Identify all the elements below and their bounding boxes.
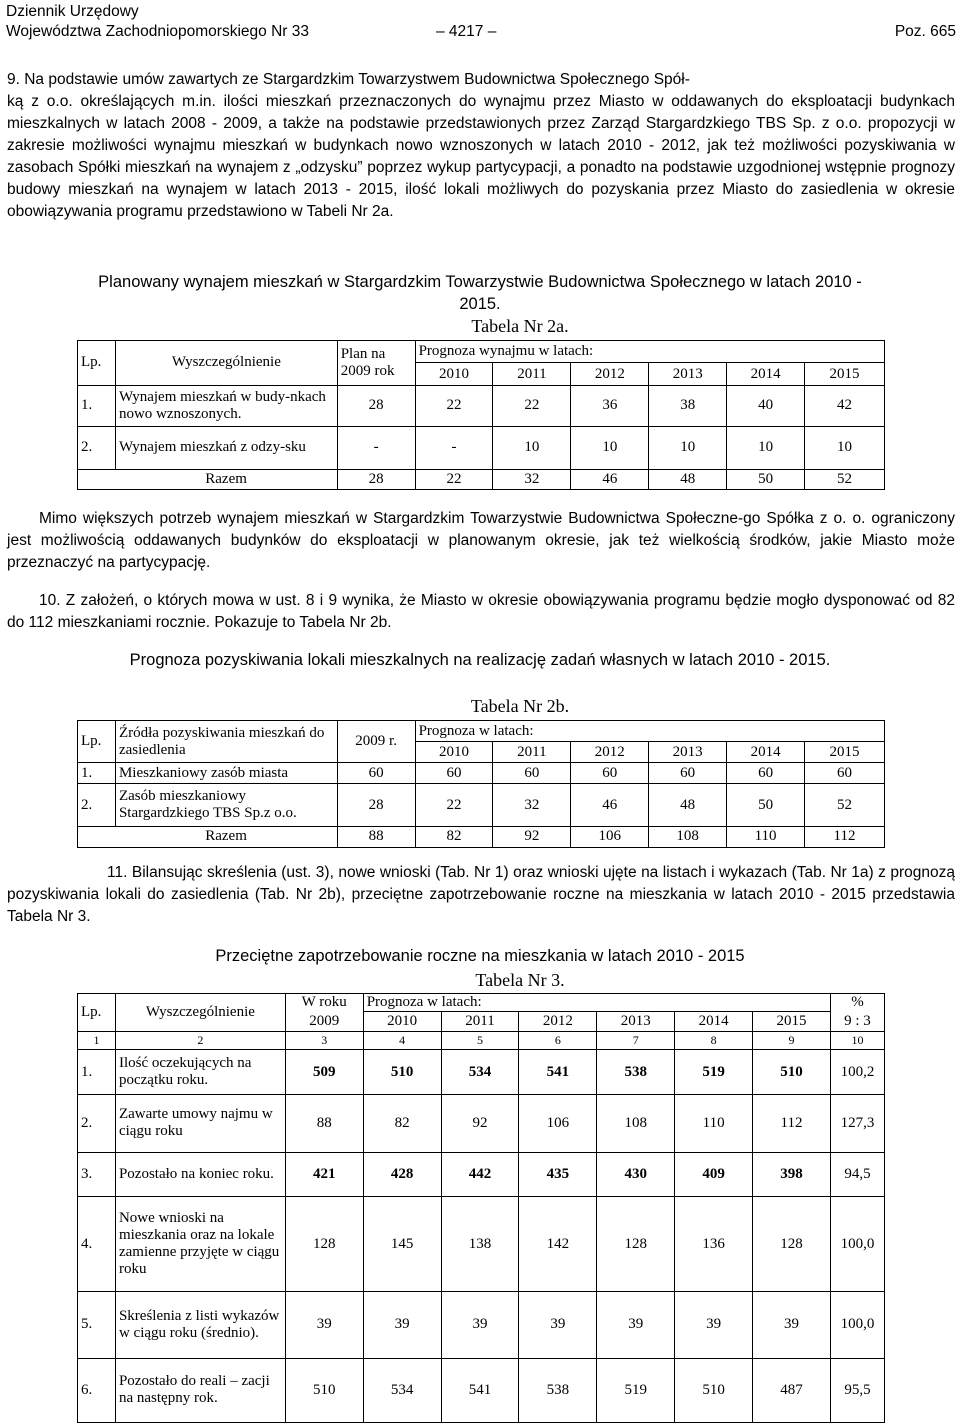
cell-value: 39	[363, 1292, 441, 1358]
cell-value: 60	[727, 763, 805, 784]
row-name: Nowe wnioski na mieszkania oraz na lokale zamienne przyjęte w ciągu roku	[115, 1197, 285, 1292]
row-name: Wynajem mieszkań z odzy-sku	[115, 426, 337, 469]
cell-value: 538	[597, 1050, 675, 1094]
row-name: Wynajem mieszkań w budy-nkach nowo wznoszonych.	[115, 385, 337, 426]
total-label: Razem	[115, 826, 337, 847]
cell-value: 541	[441, 1358, 519, 1423]
cell-value: 10	[571, 426, 649, 469]
cell-value: 39	[753, 1292, 831, 1358]
header-forecast: Prognoza w latach:	[363, 994, 830, 1012]
total-plan: 28	[337, 469, 415, 489]
total-2009: 88	[337, 826, 415, 847]
cell-value: 428	[363, 1153, 441, 1197]
cell-value: 108	[597, 1094, 675, 1152]
cell-value: 60	[415, 763, 493, 784]
table-row	[78, 763, 885, 784]
cell-percent: 127,3	[830, 1094, 884, 1152]
year-header: 2011	[441, 1012, 519, 1032]
page-number: – 4217 –	[436, 23, 497, 40]
total-value: 92	[493, 826, 571, 847]
cell-percent: 94,5	[830, 1153, 884, 1197]
table-row	[78, 385, 885, 426]
row-name: Zawarte umowy najmu w ciągu roku	[115, 1094, 285, 1152]
row-name: Ilość oczekujących na początku roku.	[115, 1050, 285, 1094]
total-value: 106	[571, 826, 649, 847]
row-name: Pozostało do reali – zacji na następny rok.	[115, 1358, 285, 1423]
row-lp: 1.	[78, 1050, 116, 1094]
table-total-row	[78, 826, 885, 847]
cell-value: 142	[519, 1197, 597, 1292]
cell-value: 541	[519, 1050, 597, 1094]
total-value: 46	[571, 469, 649, 489]
year-header: 2013	[649, 742, 727, 763]
year-header: 2014	[675, 1012, 753, 1032]
cell-value: 38	[649, 385, 727, 426]
table-row	[78, 1094, 885, 1152]
table-row	[78, 426, 885, 469]
cell-value: 106	[519, 1094, 597, 1152]
header-specification: Wyszczególnienie	[115, 341, 337, 386]
total-value: 22	[415, 469, 493, 489]
year-header: 2010	[363, 1012, 441, 1032]
position-number: Poz. 665	[894, 23, 956, 40]
year-header: 2010	[415, 363, 493, 385]
table-row	[78, 1358, 885, 1423]
header-lp: Lp.	[78, 341, 116, 386]
paragraph-9-body: ką z o.o. określających m.in. ilości mieszkań przeznaczonych do wynajmu przez Miasto w oddawanych do eksploatacji budynkach mieszkalnych w latach 2008 - 2009, a także na podstawie przedstawionych przez Zarząd Stargardzkiego TBS Sp. z o.o. propozycji w zakresie możliwości wynajmu mieszkań w budynkach nowo wznoszonych w latach 2010 - 2012, jak też możliwości pozyskiwania w zasobach Spółki mieszkań na wynajem z „odzysku” poprzez wykup partycypacji, a ponadto na podstawie uzgodnionej wstępnie prognozy budowy mieszkań na wynajem w latach 2013 - 2015, ilość lokali możliwych do pozyskania przez Miasto do zasiedlenia w okresie obowiązywania programu przedstawiono w Tabeli Nr 2a.	[7, 93, 955, 220]
cell-value: 487	[753, 1358, 831, 1423]
row-name: Zasób mieszkaniowy Stargardzkiego TBS Sp.z o.o.	[115, 784, 337, 826]
total-value: 112	[805, 826, 885, 847]
cell-percent: 100,0	[830, 1197, 884, 1292]
cell-value: 88	[285, 1094, 363, 1152]
table-row	[78, 1197, 885, 1292]
table-3	[77, 993, 885, 1423]
row-lp: 6.	[78, 1358, 116, 1423]
cell-value: 39	[597, 1292, 675, 1358]
cell-value: -	[415, 426, 493, 469]
cell-value: 60	[805, 763, 885, 784]
year-header: 2012	[519, 1012, 597, 1032]
header-specification: Wyszczególnienie	[115, 994, 285, 1032]
cell-percent: 100,0	[830, 1292, 884, 1358]
cell-value: 48	[649, 784, 727, 826]
year-header: 2013	[597, 1012, 675, 1032]
cell-value: 510	[675, 1358, 753, 1423]
cell-value: 128	[753, 1197, 831, 1292]
cell-value: 40	[727, 385, 805, 426]
row-lp: 3.	[78, 1153, 116, 1197]
cell-2009: 60	[337, 763, 415, 784]
header-forecast: Prognoza wynajmu w latach:	[415, 341, 884, 363]
journal-name: Dziennik Urzędowy	[6, 3, 139, 20]
cell-value: 519	[597, 1358, 675, 1423]
year-header: 2013	[649, 363, 727, 385]
year-header: 2012	[571, 742, 649, 763]
total-value: 108	[649, 826, 727, 847]
year-header: 2015	[753, 1012, 831, 1032]
cell-value: 128	[285, 1197, 363, 1292]
total-value: 48	[649, 469, 727, 489]
row-lp: 2.	[78, 784, 116, 826]
cell-value: 510	[285, 1358, 363, 1423]
cell-value: 60	[493, 763, 571, 784]
column-number: 5	[441, 1032, 519, 1050]
cell-value: 138	[441, 1197, 519, 1292]
header-ratio: 9 : 3	[830, 1012, 884, 1032]
cell-value: 510	[363, 1050, 441, 1094]
table-2b-title: Tabela Nr 2b.	[470, 696, 570, 716]
cell-value: 46	[571, 784, 649, 826]
paragraph-mimo: Mimo większych potrzeb wynajem mieszkań w Stargardzkim Towarzystwie Budownictwa Społeczne-go Spółka z o. o. ograniczony jest możliwością oddawanych budynków do eksploatacji w planowanym okresie, jak też wielkością środków, jakie Miasto może przeznaczyć na partycypację.	[7, 510, 955, 571]
cell-value: 36	[571, 385, 649, 426]
year-header: 2014	[727, 363, 805, 385]
year-header: 2012	[571, 363, 649, 385]
cell-value: 398	[753, 1153, 831, 1197]
cell-value: 10	[493, 426, 571, 469]
column-number: 3	[285, 1032, 363, 1050]
row-name: Skreślenia z listi wykazów w ciągu roku (średnio).	[115, 1292, 285, 1358]
total-value: 52	[805, 469, 885, 489]
year-header: 2010	[415, 742, 493, 763]
cell-value: 510	[753, 1050, 831, 1094]
cell-value: 534	[441, 1050, 519, 1094]
caption-table-3: Przeciętne zapotrzebowanie roczne na mieszkania w latach 2010 - 2015	[215, 947, 745, 965]
cell-value: 538	[519, 1358, 597, 1423]
cell-value: 32	[493, 784, 571, 826]
table-row	[78, 1292, 885, 1358]
column-number: 8	[675, 1032, 753, 1050]
cell-value: 509	[285, 1050, 363, 1094]
header-forecast: Prognoza w latach:	[415, 721, 884, 742]
header-percent: %	[830, 994, 884, 1012]
cell-value: 10	[805, 426, 885, 469]
row-lp: 5.	[78, 1292, 116, 1358]
cell-value: 82	[363, 1094, 441, 1152]
column-number: 10	[830, 1032, 884, 1050]
cell-value: 128	[597, 1197, 675, 1292]
year-header: 2015	[805, 742, 885, 763]
cell-value: 442	[441, 1153, 519, 1197]
table-row	[78, 1153, 885, 1197]
cell-value: 39	[285, 1292, 363, 1358]
paragraph-9	[7, 69, 955, 223]
total-value: 32	[493, 469, 571, 489]
column-number: 2	[115, 1032, 285, 1050]
cell-plan: 28	[337, 385, 415, 426]
cell-value: 145	[363, 1197, 441, 1292]
row-name: Pozostało na koniec roku.	[115, 1153, 285, 1197]
cell-value: 409	[675, 1153, 753, 1197]
row-lp: 1.	[78, 385, 116, 426]
cell-percent: 95,5	[830, 1358, 884, 1423]
total-value: 110	[727, 826, 805, 847]
cell-value: 10	[727, 426, 805, 469]
table-2a	[77, 340, 885, 490]
caption-table-2a: Planowany wynajem mieszkań w Stargardzkim Towarzystwie Budownictwa Społecznego w latach 2010 - 2015.	[98, 273, 862, 313]
header-plan-2009: Plan na 2009 rok	[337, 341, 415, 386]
cell-value: 421	[285, 1153, 363, 1197]
cell-value: 110	[675, 1094, 753, 1152]
paragraph-11: 11. Bilansując skreślenia (ust. 3), nowe wnioski (Tab. Nr 1) oraz wnioski ujęte na listach i wykazach (Tab. Nr 1a) z prognozą pozyskiwania lokali do zasiedlenia (Tab. Nr 2b), przeciętne zapotrzebowanie roczne na mieszkania w latach 2010 - 2015 przedstawia Tabela Nr 3.	[7, 864, 955, 925]
cell-value: 22	[415, 784, 493, 826]
year-header: 2014	[727, 742, 805, 763]
year-header: 2015	[805, 363, 885, 385]
year-header: 2011	[493, 742, 571, 763]
cell-value: 39	[441, 1292, 519, 1358]
cell-value: 22	[415, 385, 493, 426]
total-value: 82	[415, 826, 493, 847]
cell-value: 10	[649, 426, 727, 469]
row-lp: 2.	[78, 426, 116, 469]
region-name: Województwa Zachodniopomorskiego Nr 33	[6, 23, 309, 40]
column-number: 6	[519, 1032, 597, 1050]
cell-value: 60	[649, 763, 727, 784]
column-number: 4	[363, 1032, 441, 1050]
cell-value: 112	[753, 1094, 831, 1152]
column-number: 1	[78, 1032, 116, 1050]
cell-percent: 100,2	[830, 1050, 884, 1094]
table-3-title: Tabela Nr 3.	[475, 970, 565, 990]
cell-value: 519	[675, 1050, 753, 1094]
column-number: 7	[597, 1032, 675, 1050]
cell-value: 92	[441, 1094, 519, 1152]
cell-value: 136	[675, 1197, 753, 1292]
cell-value: 50	[727, 784, 805, 826]
cell-value: 430	[597, 1153, 675, 1197]
column-number-row	[78, 1032, 885, 1050]
table-2b	[77, 720, 885, 848]
column-number: 9	[753, 1032, 831, 1050]
table-2a-title: Tabela Nr 2a.	[471, 316, 569, 336]
table-row	[78, 1050, 885, 1094]
page-header	[6, 2, 956, 42]
cell-value: 39	[519, 1292, 597, 1358]
row-lp: 2.	[78, 1094, 116, 1152]
header-2009: 2009 r.	[337, 721, 415, 763]
header-w-roku: W roku	[285, 994, 363, 1012]
cell-value: 435	[519, 1153, 597, 1197]
table-total-row	[78, 469, 885, 489]
table-row	[78, 784, 885, 826]
header-sources: Źródła pozyskiwania mieszkań do zasiedlenia	[115, 721, 337, 763]
cell-2009: 28	[337, 784, 415, 826]
cell-value: 60	[571, 763, 649, 784]
total-label: Razem	[115, 469, 337, 489]
cell-value: 39	[675, 1292, 753, 1358]
total-value: 50	[727, 469, 805, 489]
row-lp: 1.	[78, 763, 116, 784]
paragraph-9-line1: 9. Na podstawie umów zawartych ze Stargardzkim Towarzystwem Budownictwa Społecznego Spół-	[7, 71, 690, 88]
cell-plan: -	[337, 426, 415, 469]
cell-value: 42	[805, 385, 885, 426]
cell-value: 22	[493, 385, 571, 426]
year-header: 2011	[493, 363, 571, 385]
cell-value: 534	[363, 1358, 441, 1423]
paragraph-10: 10. Z założeń, o których mowa w ust. 8 i 9 wynika, że Miasto w okresie obowiązywania programu będzie mogło dysponować od 82 do 112 mieszkaniami rocznie. Pokazuje to Tabela Nr 2b.	[7, 592, 955, 631]
row-name: Mieszkaniowy zasób miasta	[115, 763, 337, 784]
row-lp: 4.	[78, 1197, 116, 1292]
caption-table-2b: Prognoza pozyskiwania lokali mieszkalnych na realizację zadań własnych w latach 2010 - 2015.	[129, 651, 831, 669]
header-lp: Lp.	[78, 721, 116, 763]
cell-value: 52	[805, 784, 885, 826]
header-2009: 2009	[285, 1012, 363, 1032]
header-lp: Lp.	[78, 994, 116, 1032]
